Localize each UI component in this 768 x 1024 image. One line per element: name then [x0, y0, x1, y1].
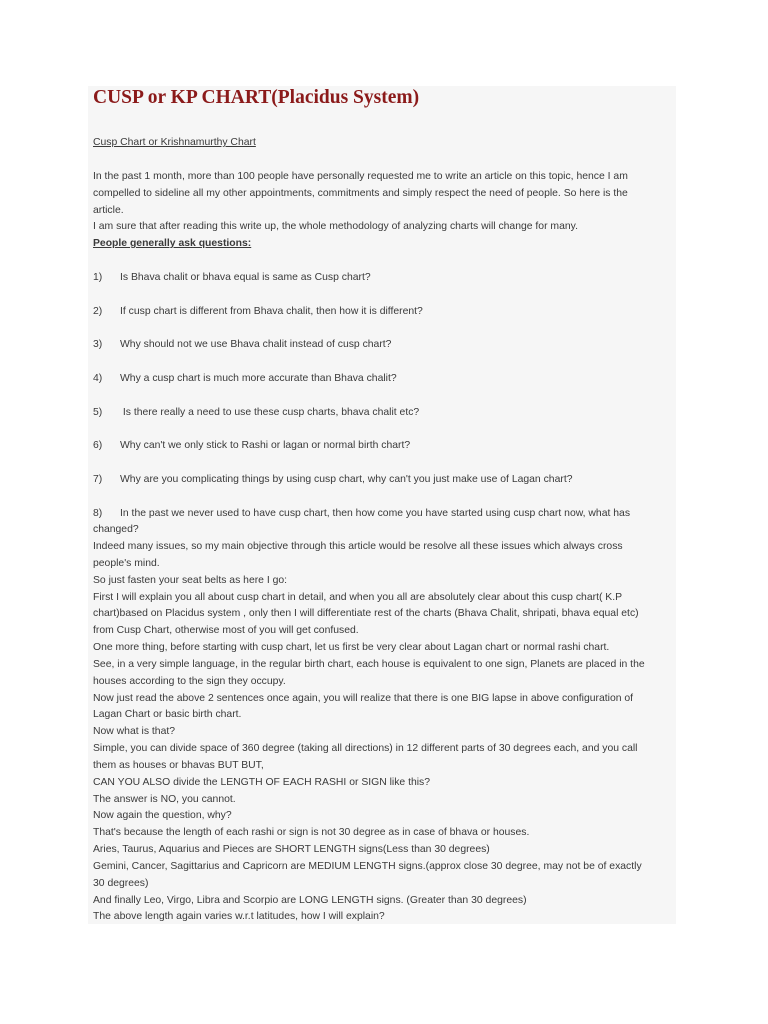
subtitle: Cusp Chart or Krishnamurthy Chart: [93, 137, 256, 148]
body-line: changed?: [93, 524, 139, 535]
body-line: Lagan Chart or basic birth chart.: [93, 709, 242, 720]
body-line: people's mind.: [93, 558, 160, 569]
body-line: Now what is that?: [93, 726, 176, 737]
question-number: 5): [93, 407, 103, 418]
intro-line: compelled to sideline all my other appointments, commitments and simply respect the need of people. So here is the: [93, 188, 628, 199]
question-item: [93, 305, 423, 318]
question-text: Is there really a need to use these cusp charts, bhava chalit etc?: [120, 407, 420, 418]
body-line: So just fasten your seat belts as here I go:: [93, 575, 288, 586]
body-line: Simple, you can divide space of 360 degree (taking all directions) in 12 different parts of 30 degrees each, and you call: [93, 743, 638, 754]
question-number: 7): [93, 474, 103, 485]
body-line: houses according to the sign they occupy.: [93, 676, 286, 687]
question-number: 4): [93, 373, 103, 384]
question-item: [93, 406, 419, 419]
intro-line: article.: [93, 205, 124, 216]
questions-heading: People generally ask questions:: [93, 238, 252, 249]
question-text: If cusp chart is different from Bhava chalit, then how it is different?: [120, 306, 423, 317]
body-line: Gemini, Cancer, Sagittarius and Capricorn are MEDIUM LENGTH signs.(approx close 30 degree, may not be of exactly: [93, 861, 642, 872]
question-item: [93, 473, 572, 486]
intro-line: I am sure that after reading this write up, the whole methodology of analyzing charts will change for many.: [93, 221, 578, 232]
question-text: In the past we never used to have cusp chart, then how come you have started using cusp chart now, what has: [120, 508, 631, 519]
body-line: them as houses or bhavas BUT BUT,: [93, 760, 264, 771]
body-line: That's because the length of each rashi or sign is not 30 degree as in case of bhava or houses.: [93, 827, 530, 838]
question-item: [93, 271, 371, 284]
body-line: One more thing, before starting with cusp chart, let us first be very clear about Lagan chart or normal rashi chart.: [93, 642, 610, 653]
body-line: First I will explain you all about cusp chart in detail, and when you all are absolutely clear about this cusp chart( K.P: [93, 592, 623, 603]
document-page: [88, 86, 676, 924]
body-line: Now just read the above 2 sentences once again, you will realize that there is one BIG lapse in above configuration of: [93, 693, 634, 704]
body-line: The answer is NO, you cannot.: [93, 794, 236, 805]
question-number: 8): [93, 508, 103, 519]
question-item: [93, 338, 391, 351]
body-line: from Cusp Chart, otherwise most of you will get confused.: [93, 625, 359, 636]
document-title: CUSP or KP CHART(Placidus System): [93, 87, 420, 108]
body-line: Now again the question, why?: [93, 810, 232, 821]
body-line: CAN YOU ALSO divide the LENGTH OF EACH RASHI or SIGN like this?: [93, 777, 431, 788]
intro-line: In the past 1 month, more than 100 people have personally requested me to write an article on this topic, hence I am: [93, 171, 628, 182]
question-text: Why should not we use Bhava chalit instead of cusp chart?: [120, 339, 392, 350]
question-item: [93, 372, 397, 385]
body-line: Indeed many issues, so my main objective through this article would be resolve all these issues which always cross: [93, 541, 623, 552]
question-number: 2): [93, 306, 103, 317]
body-line: chart)based on Placidus system , only then I will differentiate rest of the charts (Bhava Chalit, shripati, bhava equal etc): [93, 608, 639, 619]
body-line: Aries, Taurus, Aquarius and Pieces are SHORT LENGTH signs(Less than 30 degrees): [93, 844, 490, 855]
question-item: [93, 507, 630, 520]
body-line: And finally Leo, Virgo, Libra and Scorpio are LONG LENGTH signs. (Greater than 30 degrees): [93, 895, 527, 906]
question-text: Why a cusp chart is much more accurate than Bhava chalit?: [120, 373, 397, 384]
question-text: Why can't we only stick to Rashi or lagan or normal birth chart?: [120, 440, 411, 451]
body-line: See, in a very simple language, in the regular birth chart, each house is equivalent to one sign, Planets are placed in the: [93, 659, 645, 670]
question-number: 6): [93, 440, 103, 451]
question-text: Why are you complicating things by using cusp chart, why can't you just make use of Lagan chart?: [120, 474, 573, 485]
body-line: 30 degrees): [93, 878, 149, 889]
question-item: [93, 439, 410, 452]
body-line: The above length again varies w.r.t latitudes, how I will explain?: [93, 911, 385, 922]
question-number: 1): [93, 272, 103, 283]
question-text: Is Bhava chalit or bhava equal is same as Cusp chart?: [120, 272, 371, 283]
question-number: 3): [93, 339, 103, 350]
